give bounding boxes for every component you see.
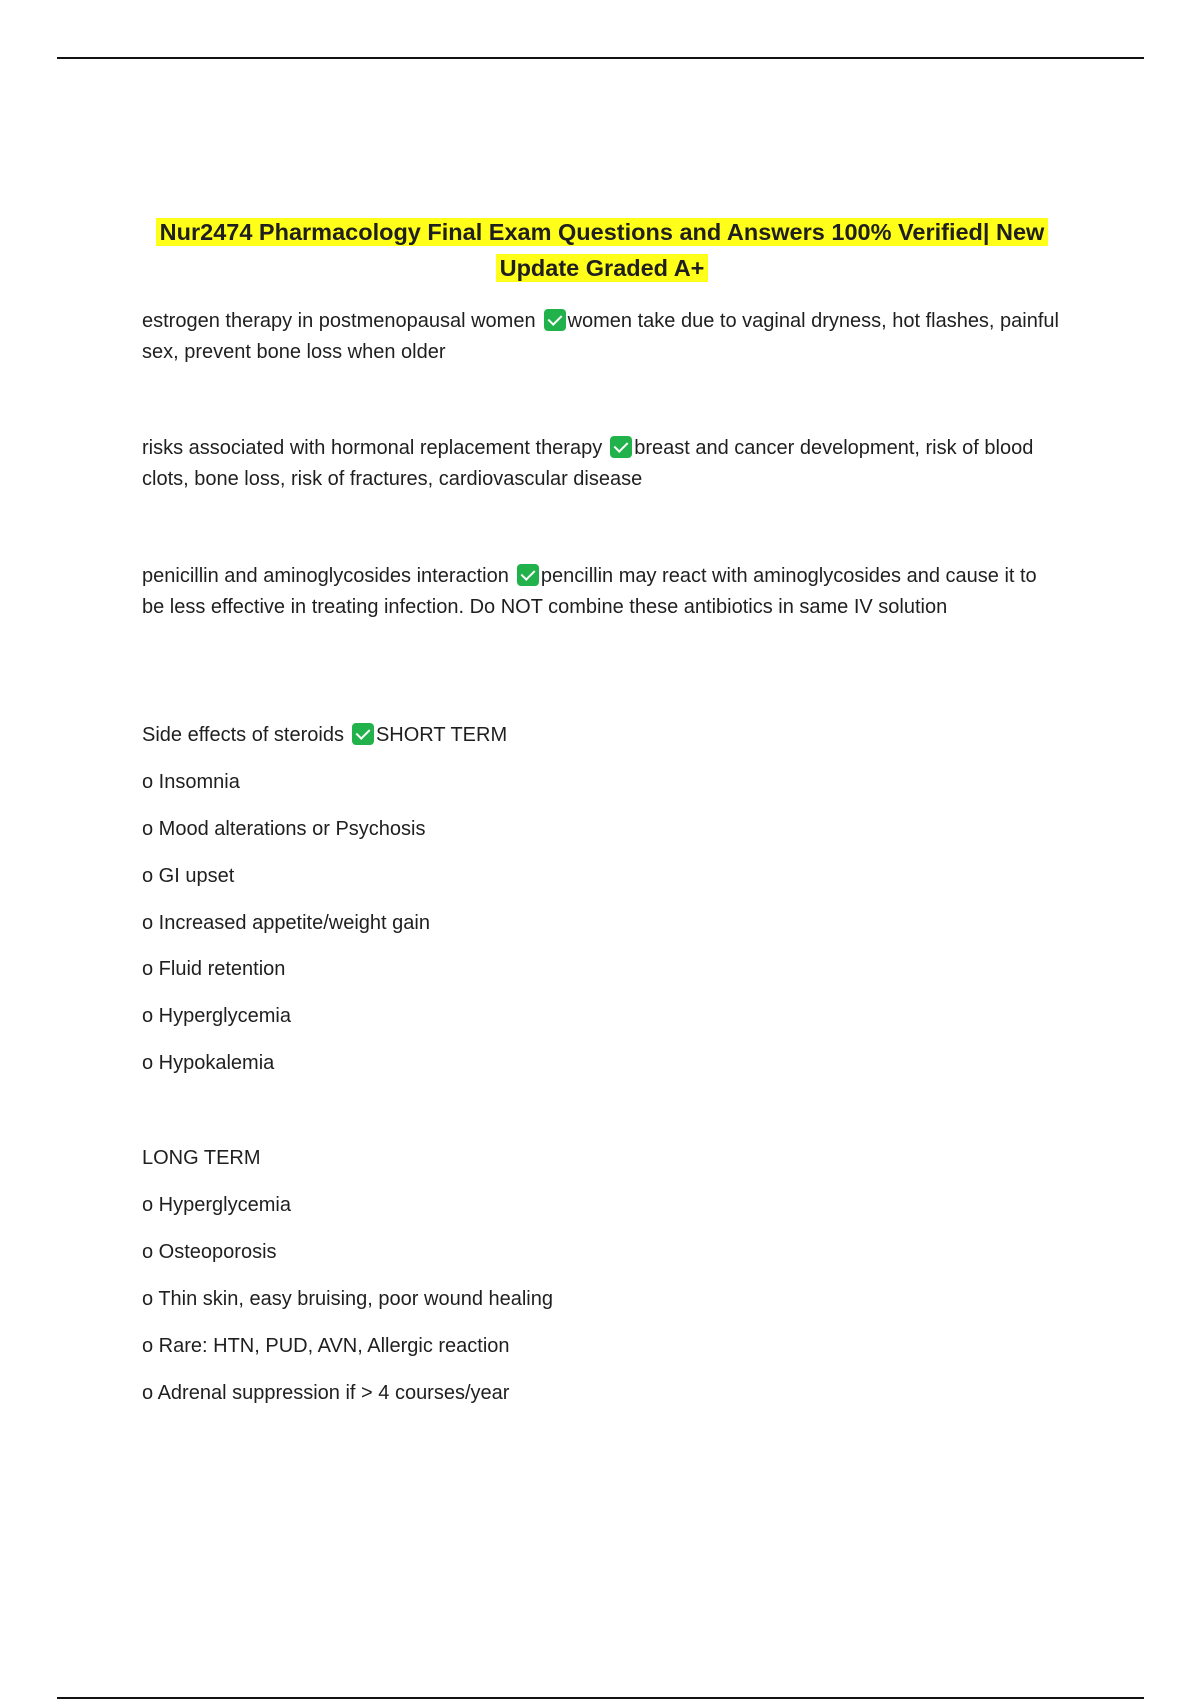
qa-item (142, 306, 1062, 368)
list-item: o Adrenal suppression if > 4 courses/year (142, 1382, 510, 1404)
long-term-label: LONG TERM (142, 1147, 261, 1169)
qa-question: Side effects of steroids (142, 724, 344, 746)
list-item: o Mood alterations or Psychosis (142, 818, 426, 840)
list-item: o Hypokalemia (142, 1052, 275, 1074)
list-item: o GI upset (142, 865, 235, 887)
list-item: o Thin skin, easy bruising, poor wound healing (142, 1288, 553, 1310)
list-item: o Hyperglycemia (142, 1194, 291, 1216)
qa-answer: pencillin may react with aminoglycosides and cause it to be less effective in treating infection. Do NOT combine these antibiotics in same IV solution (142, 565, 1037, 618)
bottom-rule (57, 1697, 1144, 1699)
short-term-label: SHORT TERM (375, 724, 508, 746)
list-item: o Fluid retention (142, 958, 286, 980)
document-title (142, 214, 1062, 286)
qa-question: estrogen therapy in postmenopausal women (142, 310, 536, 332)
list-item: o Increased appetite/weight gain (142, 912, 430, 934)
qa-answer: women take due to vaginal dryness, hot flashes, painful sex, prevent bone loss when older (142, 310, 1059, 363)
qa-answer: breast and cancer development, risk of blood clots, bone loss, risk of fractures, cardiovascular disease (142, 437, 1034, 490)
qa-item (142, 433, 1062, 495)
top-rule (57, 57, 1144, 59)
title-line-1: Nur2474 Pharmacology Final Exam Questions and Answers 100% Verified| New (156, 218, 1049, 246)
list-item: o Insomnia (142, 771, 240, 793)
list-item: o Hyperglycemia (142, 1005, 291, 1027)
qa-question: penicillin and aminoglycosides interaction (142, 565, 509, 587)
list-item: o Rare: HTN, PUD, AVN, Allergic reaction (142, 1335, 510, 1357)
title-line-2: Update Graded A+ (496, 254, 709, 282)
qa-item (142, 561, 1062, 623)
qa-question: risks associated with hormonal replacement therapy (142, 437, 603, 459)
list-item: o Osteoporosis (142, 1241, 277, 1263)
check-mark-icon (517, 564, 539, 586)
check-mark-icon (610, 436, 632, 458)
steroids-question-line (142, 721, 507, 749)
check-mark-icon (352, 723, 374, 745)
check-mark-icon (544, 309, 566, 331)
